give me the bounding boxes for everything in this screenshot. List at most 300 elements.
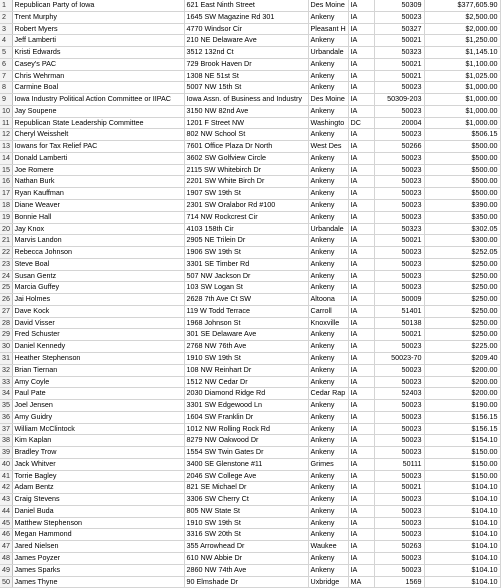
- cell-amount[interactable]: $377,605.90: [424, 0, 500, 11]
- cell-city[interactable]: Ankeny: [308, 200, 348, 212]
- cell-contributor-name[interactable]: Iowa Industry Political Action Committee or IIPAC: [12, 94, 184, 106]
- cell-city[interactable]: Ankeny: [308, 11, 348, 23]
- cell-zip[interactable]: 50138: [374, 317, 424, 329]
- cell-state[interactable]: IA: [348, 505, 374, 517]
- cell-address[interactable]: 5007 NW 15th St: [184, 82, 308, 94]
- cell-city[interactable]: Knoxville: [308, 317, 348, 329]
- cell-amount[interactable]: $156.15: [424, 423, 500, 435]
- cell-address[interactable]: 3512 132nd Ct: [184, 47, 308, 59]
- cell-amount[interactable]: $250.00: [424, 294, 500, 306]
- cell-city[interactable]: Ankeny: [308, 188, 348, 200]
- cell-address[interactable]: 2628 7th Ave Ct SW: [184, 294, 308, 306]
- cell-city[interactable]: Waukee: [308, 541, 348, 553]
- cell-state[interactable]: IA: [348, 305, 374, 317]
- cell-contributor-name[interactable]: Marcia Guffey: [12, 282, 184, 294]
- cell-zip[interactable]: 50327: [374, 23, 424, 35]
- cell-contributor-name[interactable]: Joel Jensen: [12, 400, 184, 412]
- cell-address[interactable]: 355 Arrowhead Dr: [184, 541, 308, 553]
- cell-contributor-name[interactable]: Jeff Lamberti: [12, 35, 184, 47]
- cell-city[interactable]: Carroll: [308, 305, 348, 317]
- cell-address[interactable]: 1554 SW Twin Gates Dr: [184, 447, 308, 459]
- cell-contributor-name[interactable]: David Visser: [12, 317, 184, 329]
- cell-contributor-name[interactable]: Republican State Leadership Committee: [12, 117, 184, 129]
- cell-amount[interactable]: $104.10: [424, 517, 500, 529]
- cell-state[interactable]: IA: [348, 352, 374, 364]
- cell-state[interactable]: IA: [348, 247, 374, 259]
- cell-zip[interactable]: 20004: [374, 117, 424, 129]
- cell-contributor-name[interactable]: Robert Myers: [12, 23, 184, 35]
- cell-zip[interactable]: 50023: [374, 400, 424, 412]
- cell-state[interactable]: IA: [348, 141, 374, 153]
- cell-amount[interactable]: $104.10: [424, 529, 500, 541]
- cell-zip[interactable]: 50021: [374, 35, 424, 47]
- cell-amount[interactable]: $1,145.10: [424, 47, 500, 59]
- cell-city[interactable]: Des Moine: [308, 94, 348, 106]
- cell-amount[interactable]: $209.40: [424, 352, 500, 364]
- cell-zip[interactable]: 50266: [374, 141, 424, 153]
- cell-city[interactable]: Ankeny: [308, 376, 348, 388]
- cell-city[interactable]: Ankeny: [308, 247, 348, 259]
- cell-contributor-name[interactable]: Matthew Stephenson: [12, 517, 184, 529]
- cell-zip[interactable]: 50023: [374, 188, 424, 200]
- cell-amount[interactable]: $104.10: [424, 552, 500, 564]
- cell-zip[interactable]: 50023: [374, 164, 424, 176]
- cell-zip[interactable]: 50023: [374, 200, 424, 212]
- cell-contributor-name[interactable]: Iowans for Tax Relief PAC: [12, 141, 184, 153]
- cell-state[interactable]: IA: [348, 200, 374, 212]
- cell-contributor-name[interactable]: Brian Tiernan: [12, 364, 184, 376]
- cell-state[interactable]: IA: [348, 329, 374, 341]
- cell-contributor-name[interactable]: Fred Schuster: [12, 329, 184, 341]
- cell-contributor-name[interactable]: Casey's PAC: [12, 58, 184, 70]
- cell-state[interactable]: IA: [348, 70, 374, 82]
- cell-zip[interactable]: 50021: [374, 58, 424, 70]
- cell-city[interactable]: Ankeny: [308, 400, 348, 412]
- cell-state[interactable]: IA: [348, 564, 374, 576]
- cell-amount[interactable]: $252.05: [424, 247, 500, 259]
- cell-state[interactable]: IA: [348, 164, 374, 176]
- cell-zip[interactable]: 50023: [374, 341, 424, 353]
- cell-city[interactable]: Ankeny: [308, 152, 348, 164]
- cell-city[interactable]: Des Moine: [308, 0, 348, 11]
- cell-state[interactable]: IA: [348, 35, 374, 47]
- cell-state[interactable]: IA: [348, 270, 374, 282]
- cell-contributor-name[interactable]: Bradley Trow: [12, 447, 184, 459]
- cell-zip[interactable]: 50023: [374, 364, 424, 376]
- cell-address[interactable]: 805 NW State St: [184, 505, 308, 517]
- cell-contributor-name[interactable]: Trent Murphy: [12, 11, 184, 23]
- cell-address[interactable]: 1910 SW 19th St: [184, 352, 308, 364]
- cell-zip[interactable]: 50023: [374, 129, 424, 141]
- cell-address[interactable]: 4103 158th Cir: [184, 223, 308, 235]
- cell-address[interactable]: 1907 SW 19th St: [184, 188, 308, 200]
- cell-state[interactable]: IA: [348, 105, 374, 117]
- cell-city[interactable]: Ankeny: [308, 211, 348, 223]
- cell-contributor-name[interactable]: Amy Guidry: [12, 411, 184, 423]
- cell-address[interactable]: 3400 SE Glenstone #11: [184, 458, 308, 470]
- cell-amount[interactable]: $250.00: [424, 282, 500, 294]
- cell-state[interactable]: IA: [348, 423, 374, 435]
- cell-city[interactable]: Urbandale: [308, 47, 348, 59]
- cell-amount[interactable]: $1,100.00: [424, 58, 500, 70]
- cell-address[interactable]: 90 Elmshade Dr: [184, 576, 308, 588]
- cell-amount[interactable]: $500.00: [424, 188, 500, 200]
- cell-zip[interactable]: 50023: [374, 447, 424, 459]
- cell-city[interactable]: Ankeny: [308, 282, 348, 294]
- cell-state[interactable]: IA: [348, 176, 374, 188]
- cell-address[interactable]: 1604 SW Franklin Dr: [184, 411, 308, 423]
- cell-address[interactable]: 802 NW School St: [184, 129, 308, 141]
- cell-zip[interactable]: 50023: [374, 564, 424, 576]
- cell-amount[interactable]: $200.00: [424, 376, 500, 388]
- cell-contributor-name[interactable]: James Thyne: [12, 576, 184, 588]
- cell-state[interactable]: IA: [348, 482, 374, 494]
- cell-state[interactable]: DC: [348, 117, 374, 129]
- cell-contributor-name[interactable]: Marvis Landon: [12, 235, 184, 247]
- cell-amount[interactable]: $1,250.00: [424, 35, 500, 47]
- cell-address[interactable]: 4770 Windsor Cir: [184, 23, 308, 35]
- cell-zip[interactable]: 50111: [374, 458, 424, 470]
- cell-contributor-name[interactable]: Jay Soupene: [12, 105, 184, 117]
- cell-state[interactable]: IA: [348, 94, 374, 106]
- cell-amount[interactable]: $390.00: [424, 200, 500, 212]
- cell-city[interactable]: Ankeny: [308, 423, 348, 435]
- cell-contributor-name[interactable]: Paul Pate: [12, 388, 184, 400]
- cell-address[interactable]: 729 Brook Haven Dr: [184, 58, 308, 70]
- cell-amount[interactable]: $302.05: [424, 223, 500, 235]
- cell-address[interactable]: 1645 SW Magazine Rd 301: [184, 11, 308, 23]
- cell-amount[interactable]: $150.00: [424, 447, 500, 459]
- cell-amount[interactable]: $2,500.00: [424, 11, 500, 23]
- cell-city[interactable]: Ankeny: [308, 341, 348, 353]
- cell-state[interactable]: IA: [348, 294, 374, 306]
- cell-state[interactable]: IA: [348, 341, 374, 353]
- cell-amount[interactable]: $500.00: [424, 164, 500, 176]
- cell-address[interactable]: 7601 Office Plaza Dr North: [184, 141, 308, 153]
- cell-address[interactable]: 2768 NW 76th Ave: [184, 341, 308, 353]
- cell-zip[interactable]: 50309-203: [374, 94, 424, 106]
- cell-city[interactable]: Ankeny: [308, 82, 348, 94]
- cell-amount[interactable]: $250.00: [424, 317, 500, 329]
- cell-address[interactable]: 2030 Diamond Ridge Rd: [184, 388, 308, 400]
- cell-zip[interactable]: 50023: [374, 411, 424, 423]
- cell-state[interactable]: IA: [348, 235, 374, 247]
- cell-city[interactable]: Ankeny: [308, 364, 348, 376]
- cell-contributor-name[interactable]: Donald Lamberti: [12, 152, 184, 164]
- cell-contributor-name[interactable]: Nathan Burk: [12, 176, 184, 188]
- cell-state[interactable]: IA: [348, 223, 374, 235]
- cell-amount[interactable]: $300.00: [424, 235, 500, 247]
- cell-state[interactable]: IA: [348, 11, 374, 23]
- cell-zip[interactable]: 50023: [374, 470, 424, 482]
- cell-city[interactable]: Ankeny: [308, 435, 348, 447]
- cell-contributor-name[interactable]: Jai Holmes: [12, 294, 184, 306]
- cell-amount[interactable]: $350.00: [424, 211, 500, 223]
- cell-zip[interactable]: 50023-70: [374, 352, 424, 364]
- cell-city[interactable]: Ankeny: [308, 70, 348, 82]
- cell-zip[interactable]: 50023: [374, 517, 424, 529]
- cell-contributor-name[interactable]: Rebecca Johnson: [12, 247, 184, 259]
- cell-city[interactable]: Cedar Rap: [308, 388, 348, 400]
- cell-address[interactable]: 210 NE Delaware Ave: [184, 35, 308, 47]
- cell-city[interactable]: Ankeny: [308, 105, 348, 117]
- cell-zip[interactable]: 50023: [374, 105, 424, 117]
- cell-zip[interactable]: 50023: [374, 176, 424, 188]
- cell-contributor-name[interactable]: Chris Wehrman: [12, 70, 184, 82]
- cell-contributor-name[interactable]: Heather Stephenson: [12, 352, 184, 364]
- cell-contributor-name[interactable]: Ryan Kauffman: [12, 188, 184, 200]
- cell-contributor-name[interactable]: Cheryl Weisshelt: [12, 129, 184, 141]
- cell-state[interactable]: IA: [348, 400, 374, 412]
- cell-city[interactable]: Ankeny: [308, 352, 348, 364]
- cell-zip[interactable]: 50009: [374, 294, 424, 306]
- cell-amount[interactable]: $2,000.00: [424, 23, 500, 35]
- cell-zip[interactable]: 50323: [374, 47, 424, 59]
- cell-zip[interactable]: 1569: [374, 576, 424, 588]
- cell-amount[interactable]: $250.00: [424, 329, 500, 341]
- cell-address[interactable]: 3306 SW Cherry Ct: [184, 494, 308, 506]
- cell-contributor-name[interactable]: Kim Kaplan: [12, 435, 184, 447]
- cell-city[interactable]: Ankeny: [308, 447, 348, 459]
- cell-zip[interactable]: 50023: [374, 376, 424, 388]
- cell-amount[interactable]: $225.00: [424, 341, 500, 353]
- cell-address[interactable]: 1512 NW Cedar Dr: [184, 376, 308, 388]
- cell-amount[interactable]: $154.10: [424, 435, 500, 447]
- cell-amount[interactable]: $200.00: [424, 388, 500, 400]
- cell-city[interactable]: Ankeny: [308, 58, 348, 70]
- cell-zip[interactable]: 50023: [374, 505, 424, 517]
- cell-city[interactable]: Ankeny: [308, 329, 348, 341]
- cell-contributor-name[interactable]: Dave Kock: [12, 305, 184, 317]
- cell-amount[interactable]: $104.10: [424, 494, 500, 506]
- cell-address[interactable]: 3602 SW Golfview Circle: [184, 152, 308, 164]
- cell-state[interactable]: IA: [348, 541, 374, 553]
- cell-contributor-name[interactable]: Daniel Buda: [12, 505, 184, 517]
- cell-state[interactable]: IA: [348, 58, 374, 70]
- cell-address[interactable]: 2860 NW 74th Ave: [184, 564, 308, 576]
- cell-city[interactable]: Ankeny: [308, 470, 348, 482]
- cell-amount[interactable]: $104.10: [424, 564, 500, 576]
- cell-state[interactable]: IA: [348, 388, 374, 400]
- cell-zip[interactable]: 50023: [374, 82, 424, 94]
- cell-address[interactable]: 621 East Ninth Street: [184, 0, 308, 11]
- cell-amount[interactable]: $1,025.00: [424, 70, 500, 82]
- cell-city[interactable]: Ankeny: [308, 505, 348, 517]
- cell-zip[interactable]: 50023: [374, 435, 424, 447]
- cell-state[interactable]: IA: [348, 552, 374, 564]
- cell-zip[interactable]: 50021: [374, 235, 424, 247]
- cell-contributor-name[interactable]: James Poyzer: [12, 552, 184, 564]
- cell-contributor-name[interactable]: Craig Stevens: [12, 494, 184, 506]
- cell-city[interactable]: Grimes: [308, 458, 348, 470]
- cell-amount[interactable]: $250.00: [424, 258, 500, 270]
- cell-contributor-name[interactable]: Joe Romere: [12, 164, 184, 176]
- cell-state[interactable]: IA: [348, 376, 374, 388]
- cell-contributor-name[interactable]: Amy Coyle: [12, 376, 184, 388]
- cell-zip[interactable]: 50023: [374, 494, 424, 506]
- cell-state[interactable]: IA: [348, 0, 374, 11]
- cell-address[interactable]: 2115 SW Whitebirch Dr: [184, 164, 308, 176]
- cell-city[interactable]: Washingto: [308, 117, 348, 129]
- cell-address[interactable]: 119 W Todd Terrace: [184, 305, 308, 317]
- cell-city[interactable]: Ankeny: [308, 494, 348, 506]
- cell-zip[interactable]: 50023: [374, 270, 424, 282]
- cell-state[interactable]: IA: [348, 494, 374, 506]
- cell-address[interactable]: 1910 SW 19th St: [184, 517, 308, 529]
- cell-address[interactable]: 1308 NE 51st St: [184, 70, 308, 82]
- cell-city[interactable]: Ankeny: [308, 35, 348, 47]
- cell-city[interactable]: Ankeny: [308, 482, 348, 494]
- cell-state[interactable]: IA: [348, 447, 374, 459]
- cell-city[interactable]: Urbandale: [308, 223, 348, 235]
- cell-state[interactable]: MA: [348, 576, 374, 588]
- cell-contributor-name[interactable]: Diane Weaver: [12, 200, 184, 212]
- cell-amount[interactable]: $104.10: [424, 482, 500, 494]
- cell-address[interactable]: 2905 NE Trilein Dr: [184, 235, 308, 247]
- cell-address[interactable]: 3316 SW 20th St: [184, 529, 308, 541]
- cell-contributor-name[interactable]: Jack Whitver: [12, 458, 184, 470]
- cell-address[interactable]: 301 SE Delaware Ave: [184, 329, 308, 341]
- cell-zip[interactable]: 50263: [374, 541, 424, 553]
- cell-zip[interactable]: 50309: [374, 0, 424, 11]
- cell-zip[interactable]: 50023: [374, 552, 424, 564]
- cell-city[interactable]: West Des: [308, 141, 348, 153]
- cell-state[interactable]: IA: [348, 258, 374, 270]
- cell-state[interactable]: IA: [348, 23, 374, 35]
- cell-amount[interactable]: $1,000.00: [424, 117, 500, 129]
- cell-amount[interactable]: $250.00: [424, 305, 500, 317]
- cell-zip[interactable]: 50023: [374, 11, 424, 23]
- cell-amount[interactable]: $104.10: [424, 576, 500, 588]
- cell-amount[interactable]: $156.15: [424, 411, 500, 423]
- cell-zip[interactable]: 52403: [374, 388, 424, 400]
- cell-city[interactable]: Ankeny: [308, 129, 348, 141]
- cell-address[interactable]: 103 SW Logan St: [184, 282, 308, 294]
- cell-city[interactable]: Ankeny: [308, 270, 348, 282]
- cell-amount[interactable]: $1,000.00: [424, 94, 500, 106]
- cell-city[interactable]: Uxbridge: [308, 576, 348, 588]
- cell-state[interactable]: IA: [348, 188, 374, 200]
- cell-zip[interactable]: 50023: [374, 152, 424, 164]
- cell-contributor-name[interactable]: Carmine Boal: [12, 82, 184, 94]
- cell-city[interactable]: Pleasant H: [308, 23, 348, 35]
- cell-state[interactable]: IA: [348, 211, 374, 223]
- cell-city[interactable]: Ankeny: [308, 529, 348, 541]
- cell-contributor-name[interactable]: Jay Knox: [12, 223, 184, 235]
- cell-state[interactable]: IA: [348, 470, 374, 482]
- cell-zip[interactable]: 50021: [374, 329, 424, 341]
- cell-state[interactable]: IA: [348, 529, 374, 541]
- cell-state[interactable]: IA: [348, 282, 374, 294]
- cell-address[interactable]: 714 NW Rockcrest Cir: [184, 211, 308, 223]
- cell-state[interactable]: IA: [348, 364, 374, 376]
- cell-amount[interactable]: $150.00: [424, 470, 500, 482]
- cell-contributor-name[interactable]: James Sparks: [12, 564, 184, 576]
- cell-address[interactable]: 610 NW Abbie Dr: [184, 552, 308, 564]
- cell-state[interactable]: IA: [348, 458, 374, 470]
- cell-state[interactable]: IA: [348, 152, 374, 164]
- cell-contributor-name[interactable]: Megan Hammond: [12, 529, 184, 541]
- cell-zip[interactable]: 50023: [374, 258, 424, 270]
- cell-city[interactable]: Ankeny: [308, 258, 348, 270]
- cell-address[interactable]: 1906 SW 19th St: [184, 247, 308, 259]
- cell-city[interactable]: Ankeny: [308, 552, 348, 564]
- cell-address[interactable]: 2046 SW College Ave: [184, 470, 308, 482]
- cell-contributor-name[interactable]: Steve Boal: [12, 258, 184, 270]
- cell-amount[interactable]: $150.00: [424, 458, 500, 470]
- cell-address[interactable]: 1968 Johnson St: [184, 317, 308, 329]
- cell-address[interactable]: 2201 SW White Birch Dr: [184, 176, 308, 188]
- cell-city[interactable]: Altoona: [308, 294, 348, 306]
- cell-contributor-name[interactable]: Susan Gentz: [12, 270, 184, 282]
- cell-contributor-name[interactable]: Torrie Bagley: [12, 470, 184, 482]
- cell-address[interactable]: 507 NW Jackson Dr: [184, 270, 308, 282]
- cell-amount[interactable]: $1,000.00: [424, 82, 500, 94]
- cell-address[interactable]: 3301 SW Edgewood Ln: [184, 400, 308, 412]
- cell-address[interactable]: 3150 NW 82nd Ave: [184, 105, 308, 117]
- cell-address[interactable]: 821 SE Michael Dr: [184, 482, 308, 494]
- cell-contributor-name[interactable]: Daniel Kennedy: [12, 341, 184, 353]
- cell-address[interactable]: 2301 SW Oralabor Rd #100: [184, 200, 308, 212]
- cell-zip[interactable]: 50021: [374, 482, 424, 494]
- cell-address[interactable]: Iowa Assn. of Business and Industry: [184, 94, 308, 106]
- cell-city[interactable]: Ankeny: [308, 517, 348, 529]
- cell-zip[interactable]: 50023: [374, 282, 424, 294]
- cell-zip[interactable]: 50023: [374, 529, 424, 541]
- cell-amount[interactable]: $500.00: [424, 176, 500, 188]
- cell-zip[interactable]: 50323: [374, 223, 424, 235]
- cell-contributor-name[interactable]: Jared Nielsen: [12, 541, 184, 553]
- cell-zip[interactable]: 50023: [374, 247, 424, 259]
- cell-contributor-name[interactable]: Kristi Edwards: [12, 47, 184, 59]
- cell-contributor-name[interactable]: William McClintock: [12, 423, 184, 435]
- cell-address[interactable]: 3301 SE Timber Rd: [184, 258, 308, 270]
- cell-zip[interactable]: 50021: [374, 70, 424, 82]
- cell-city[interactable]: Ankeny: [308, 564, 348, 576]
- cell-city[interactable]: Ankeny: [308, 176, 348, 188]
- cell-contributor-name[interactable]: Republican Party of Iowa: [12, 0, 184, 11]
- cell-city[interactable]: Ankeny: [308, 164, 348, 176]
- cell-zip[interactable]: 50023: [374, 211, 424, 223]
- cell-city[interactable]: Ankeny: [308, 411, 348, 423]
- cell-amount[interactable]: $200.00: [424, 364, 500, 376]
- cell-contributor-name[interactable]: Bonnie Hall: [12, 211, 184, 223]
- cell-amount[interactable]: $190.00: [424, 400, 500, 412]
- cell-address[interactable]: 1201 F Street NW: [184, 117, 308, 129]
- cell-zip[interactable]: 51401: [374, 305, 424, 317]
- cell-state[interactable]: IA: [348, 129, 374, 141]
- cell-amount[interactable]: $250.00: [424, 270, 500, 282]
- cell-state[interactable]: IA: [348, 517, 374, 529]
- cell-state[interactable]: IA: [348, 411, 374, 423]
- cell-amount[interactable]: $104.10: [424, 505, 500, 517]
- cell-state[interactable]: IA: [348, 82, 374, 94]
- cell-zip[interactable]: 50023: [374, 423, 424, 435]
- cell-state[interactable]: IA: [348, 435, 374, 447]
- cell-amount[interactable]: $506.15: [424, 129, 500, 141]
- cell-address[interactable]: 1012 NW Rolling Rock Rd: [184, 423, 308, 435]
- cell-amount[interactable]: $1,000.00: [424, 105, 500, 117]
- cell-address[interactable]: 8279 NW Oakwood Dr: [184, 435, 308, 447]
- cell-state[interactable]: IA: [348, 47, 374, 59]
- cell-contributor-name[interactable]: Adam Bentz: [12, 482, 184, 494]
- cell-amount[interactable]: $500.00: [424, 152, 500, 164]
- cell-state[interactable]: IA: [348, 317, 374, 329]
- cell-amount[interactable]: $104.10: [424, 541, 500, 553]
- cell-address[interactable]: 108 NW Reinhart Dr: [184, 364, 308, 376]
- cell-city[interactable]: Ankeny: [308, 235, 348, 247]
- cell-amount[interactable]: $500.00: [424, 141, 500, 153]
